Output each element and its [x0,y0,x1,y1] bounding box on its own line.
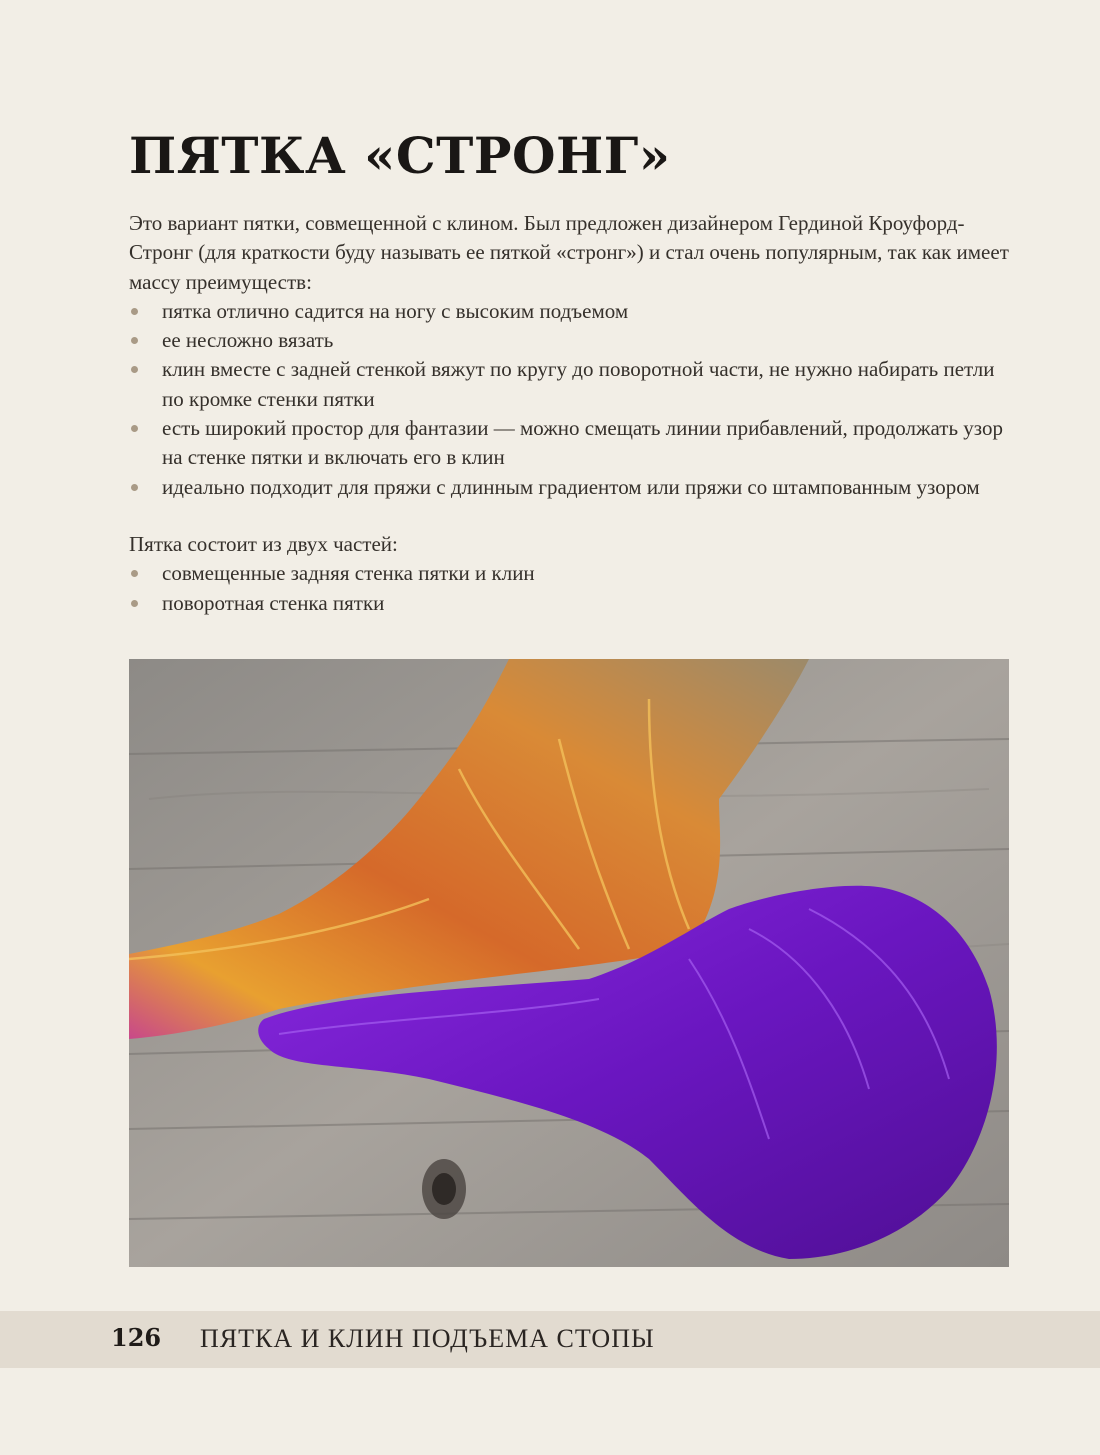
bullet-icon [131,366,138,373]
socks-photo [129,659,1009,1267]
bullet-icon [131,425,138,432]
parts-intro: Пятка состоит из двух частей: [129,531,398,556]
parts-list [129,559,1009,618]
advantages-list [129,297,1009,502]
intro-paragraph: Это вариант пятки, совмещенной с клином. Был предложен дизайнером Гердиной Кроуфорд-Стронг (для краткости буду называть ее пяткой «стронг») и стал очень популярным, так как имеет массу преимуществ: [129,211,1009,294]
list-item: клин вместе с задней стенкой вяжут по кругу до поворотной части, не нужно набирать петли по кромке стенки пятки [129,355,1009,414]
list-item: совмещенные задняя стенка пятки и клин [129,559,1009,588]
bullet-icon [131,600,138,607]
list-item: пятка отлично садится на ногу с высоким подъемом [129,297,1009,326]
page-title: ПЯТКА «СТРОНГ» [129,126,671,185]
list-item: идеально подходит для пряжи с длинным градиентом или пряжи со штампованным узором [129,473,1009,502]
list-item: поворотная стенка пятки [129,589,1009,618]
running-title: ПЯТКА И КЛИН ПОДЪЕМА СТОПЫ [200,1324,655,1353]
page-number: 126 [111,1323,162,1352]
bullet-icon [131,308,138,315]
list-item: ее несложно вязать [129,326,1009,355]
bullet-icon [131,337,138,344]
list-item: есть широкий простор для фантазии — можно смещать линии прибавлений, продолжать узор на стенке пятки и включать его в клин [129,414,1009,473]
bullet-icon [131,570,138,577]
body-text [129,209,1009,618]
bullet-icon [131,484,138,491]
